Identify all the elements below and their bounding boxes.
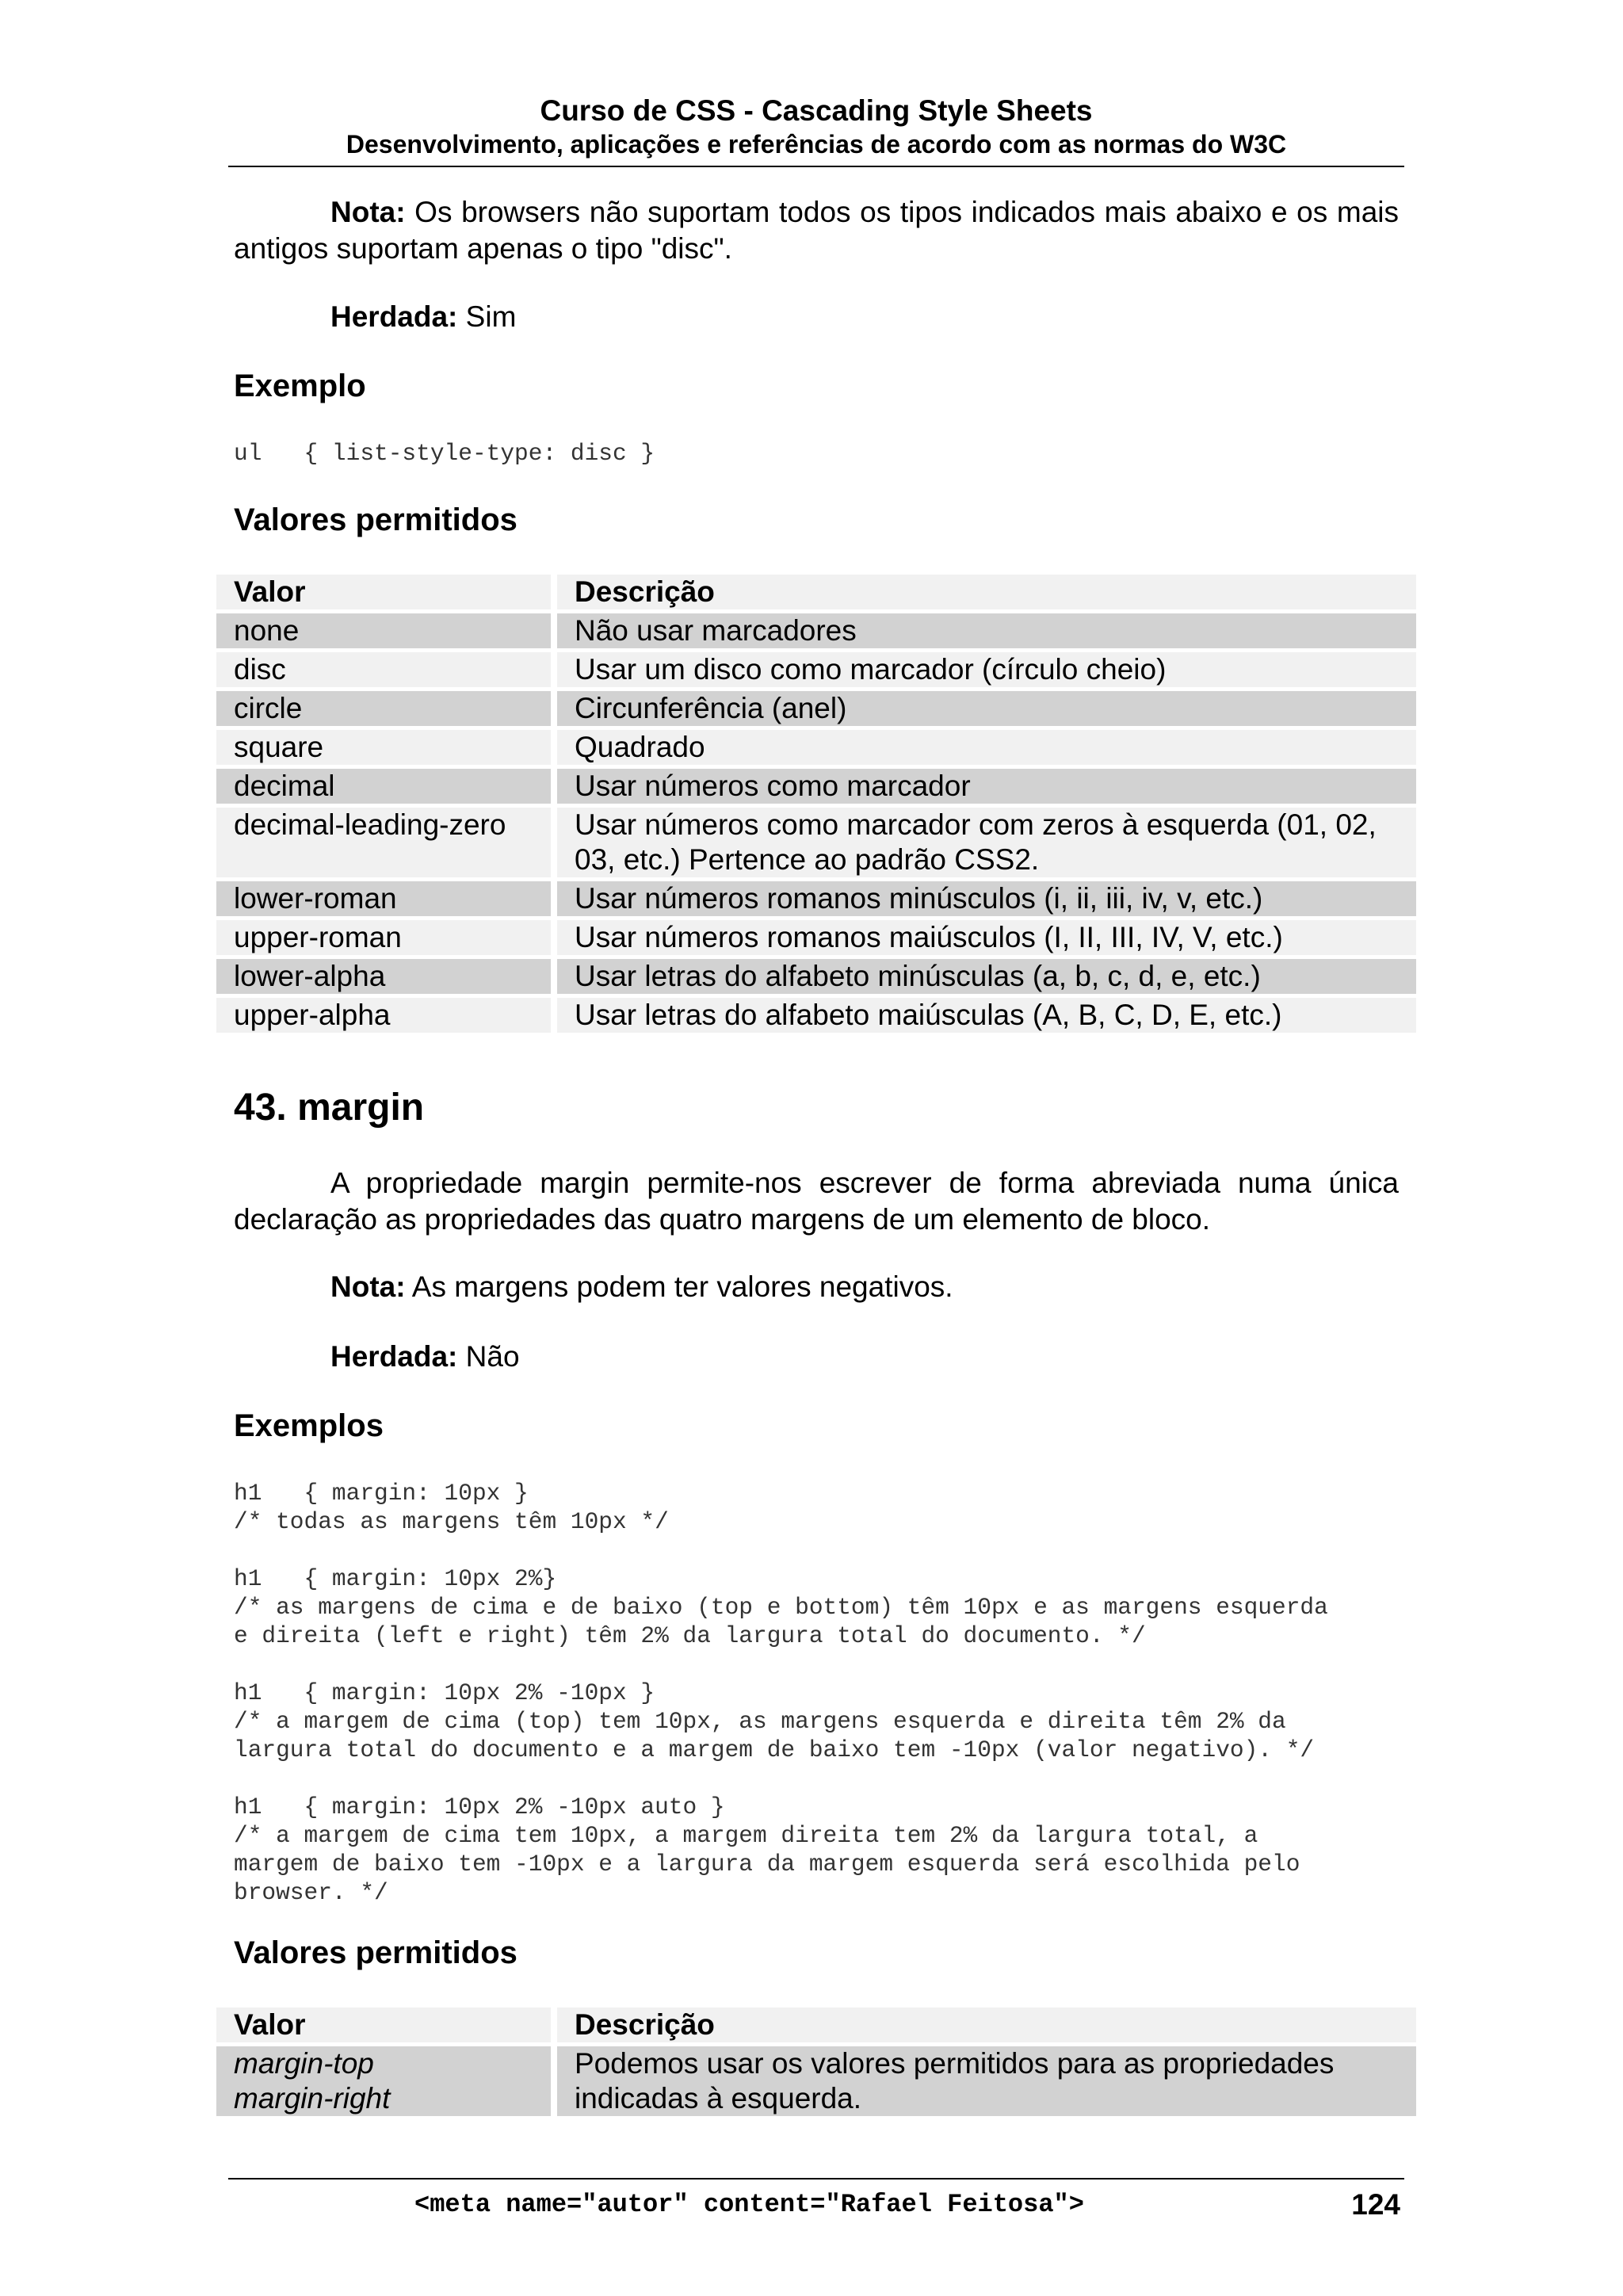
margin-values-table xyxy=(216,2004,1416,2120)
exemplos-code: h1 { margin: 10px } /* todas as margens têm 10px */ h1 { margin: 10px 2%} /* as margens de cima e de baixo (top e bottom) têm 10px e as margens esquerda e direita (left e right) têm 2% da largura total do documento. */ h1 { margin: 10px 2% -10px } /* a margem de cima (top) tem 10px, as margens esquerda e direita têm 2% da largura total do documento e a margem de baixo tem -10px (valor negativo). */ h1 { margin: 10px 2% -10px auto } /* a margem de cima tem 10px, a margem direita tem 2% da largura total, a margem de baixo tem -10px e a largura da margem esquerda será escolhida pelo browser. */ xyxy=(234,1480,1328,1906)
cell-valor: upper-alpha xyxy=(216,998,557,1033)
nota-text: Os browsers não suportam todos os tipos indicados mais abaixo e os mais antigos suportam apenas o tipo "disc". xyxy=(234,196,1399,265)
header-title: Curso de CSS - Cascading Style Sheets xyxy=(540,94,1093,127)
herdada-line xyxy=(330,299,516,335)
nota-line xyxy=(330,1269,953,1305)
cell-valor: decimal xyxy=(216,769,557,804)
cell-valor: square xyxy=(216,730,557,765)
cell-valor: decimal-leading-zero xyxy=(216,808,557,877)
column-header-valor: Valor xyxy=(216,2008,557,2042)
list-style-values-table xyxy=(216,571,1416,1037)
nota-paragraph xyxy=(234,194,1399,267)
table-row xyxy=(216,613,1416,648)
valores-heading: Valores permitidos xyxy=(234,502,517,537)
exemplo-code: ul { list-style-type: disc } xyxy=(234,440,655,467)
margin-intro-text: A propriedade margin permite-nos escrever de forma abreviada numa única declaração as propriedades das quatro margens de um elemento de bloco. xyxy=(234,1167,1399,1236)
cell-valor: disc xyxy=(216,652,557,687)
table-row xyxy=(216,920,1416,955)
cell-descricao: Não usar marcadores xyxy=(557,613,1416,648)
section-title: 43. margin xyxy=(234,1087,425,1129)
cell-valor: lower-alpha xyxy=(216,959,557,994)
nota-label: Nota: xyxy=(330,196,406,228)
valor-margin-right: margin-right xyxy=(234,2082,391,2115)
cell-descricao: Usar números como marcador com zeros à esquerda (01, 02, 03, etc.) Pertence ao padrão CSS2. xyxy=(557,808,1416,877)
table-header-row xyxy=(216,2008,1416,2042)
page-footer xyxy=(228,2187,1404,2222)
footer-meta: <meta name="autor" content="Rafael Feitosa"> xyxy=(414,2190,1084,2219)
margin-intro-paragraph xyxy=(234,1165,1399,1238)
herdada-label: Herdada: xyxy=(330,1340,458,1373)
exemplo-heading: Exemplo xyxy=(234,369,366,403)
cell-descricao: Usar números romanos minúsculos (i, ii, iii, iv, v, etc.) xyxy=(557,881,1416,916)
table-row xyxy=(216,730,1416,765)
cell-descricao: Podemos usar os valores permitidos para as propriedades indicadas à esquerda. xyxy=(557,2046,1416,2116)
column-header-descricao: Descrição xyxy=(557,2008,1416,2042)
cell-descricao: Usar letras do alfabeto maiúsculas (A, B, C, D, E, etc.) xyxy=(557,998,1416,1033)
cell-descricao: Usar letras do alfabeto minúsculas (a, b, c, d, e, etc.) xyxy=(557,959,1416,994)
cell-descricao: Circunferência (anel) xyxy=(557,691,1416,726)
table-row xyxy=(216,2046,1416,2116)
cell-descricao: Usar números romanos maiúsculos (I, II, III, IV, V, etc.) xyxy=(557,920,1416,955)
column-header-descricao: Descrição xyxy=(557,575,1416,609)
table-row xyxy=(216,881,1416,916)
valores-heading-2: Valores permitidos xyxy=(234,1935,517,1970)
page-number: 124 xyxy=(1351,2188,1400,2221)
table-row xyxy=(216,769,1416,804)
table-row xyxy=(216,808,1416,877)
herdada-value: Não xyxy=(457,1340,520,1373)
cell-descricao: Usar números como marcador xyxy=(557,769,1416,804)
table-header-row xyxy=(216,575,1416,609)
cell-valor: circle xyxy=(216,691,557,726)
herdada-line xyxy=(330,1339,520,1375)
nota-text: As margens podem ter valores negativos. xyxy=(405,1270,953,1303)
cell-descricao: Quadrado xyxy=(557,730,1416,765)
cell-valor: upper-roman xyxy=(216,920,557,955)
valor-margin-top: margin-top xyxy=(234,2047,374,2080)
table-row xyxy=(216,691,1416,726)
cell-valor xyxy=(216,2046,557,2116)
column-header-valor: Valor xyxy=(216,575,557,609)
exemplos-heading: Exemplos xyxy=(234,1408,384,1443)
page-header xyxy=(228,94,1404,160)
table-row xyxy=(216,959,1416,994)
herdada-label: Herdada: xyxy=(330,300,458,333)
cell-valor: lower-roman xyxy=(216,881,557,916)
header-rule xyxy=(228,166,1404,167)
nota-label: Nota: xyxy=(330,1270,406,1303)
table-row xyxy=(216,998,1416,1033)
header-subtitle: Desenvolvimento, aplicações e referências de acordo com as normas do W3C xyxy=(346,130,1287,159)
herdada-value: Sim xyxy=(457,300,517,333)
cell-descricao: Usar um disco como marcador (círculo cheio) xyxy=(557,652,1416,687)
footer-rule xyxy=(228,2178,1404,2179)
cell-valor: none xyxy=(216,613,557,648)
table-row xyxy=(216,652,1416,687)
